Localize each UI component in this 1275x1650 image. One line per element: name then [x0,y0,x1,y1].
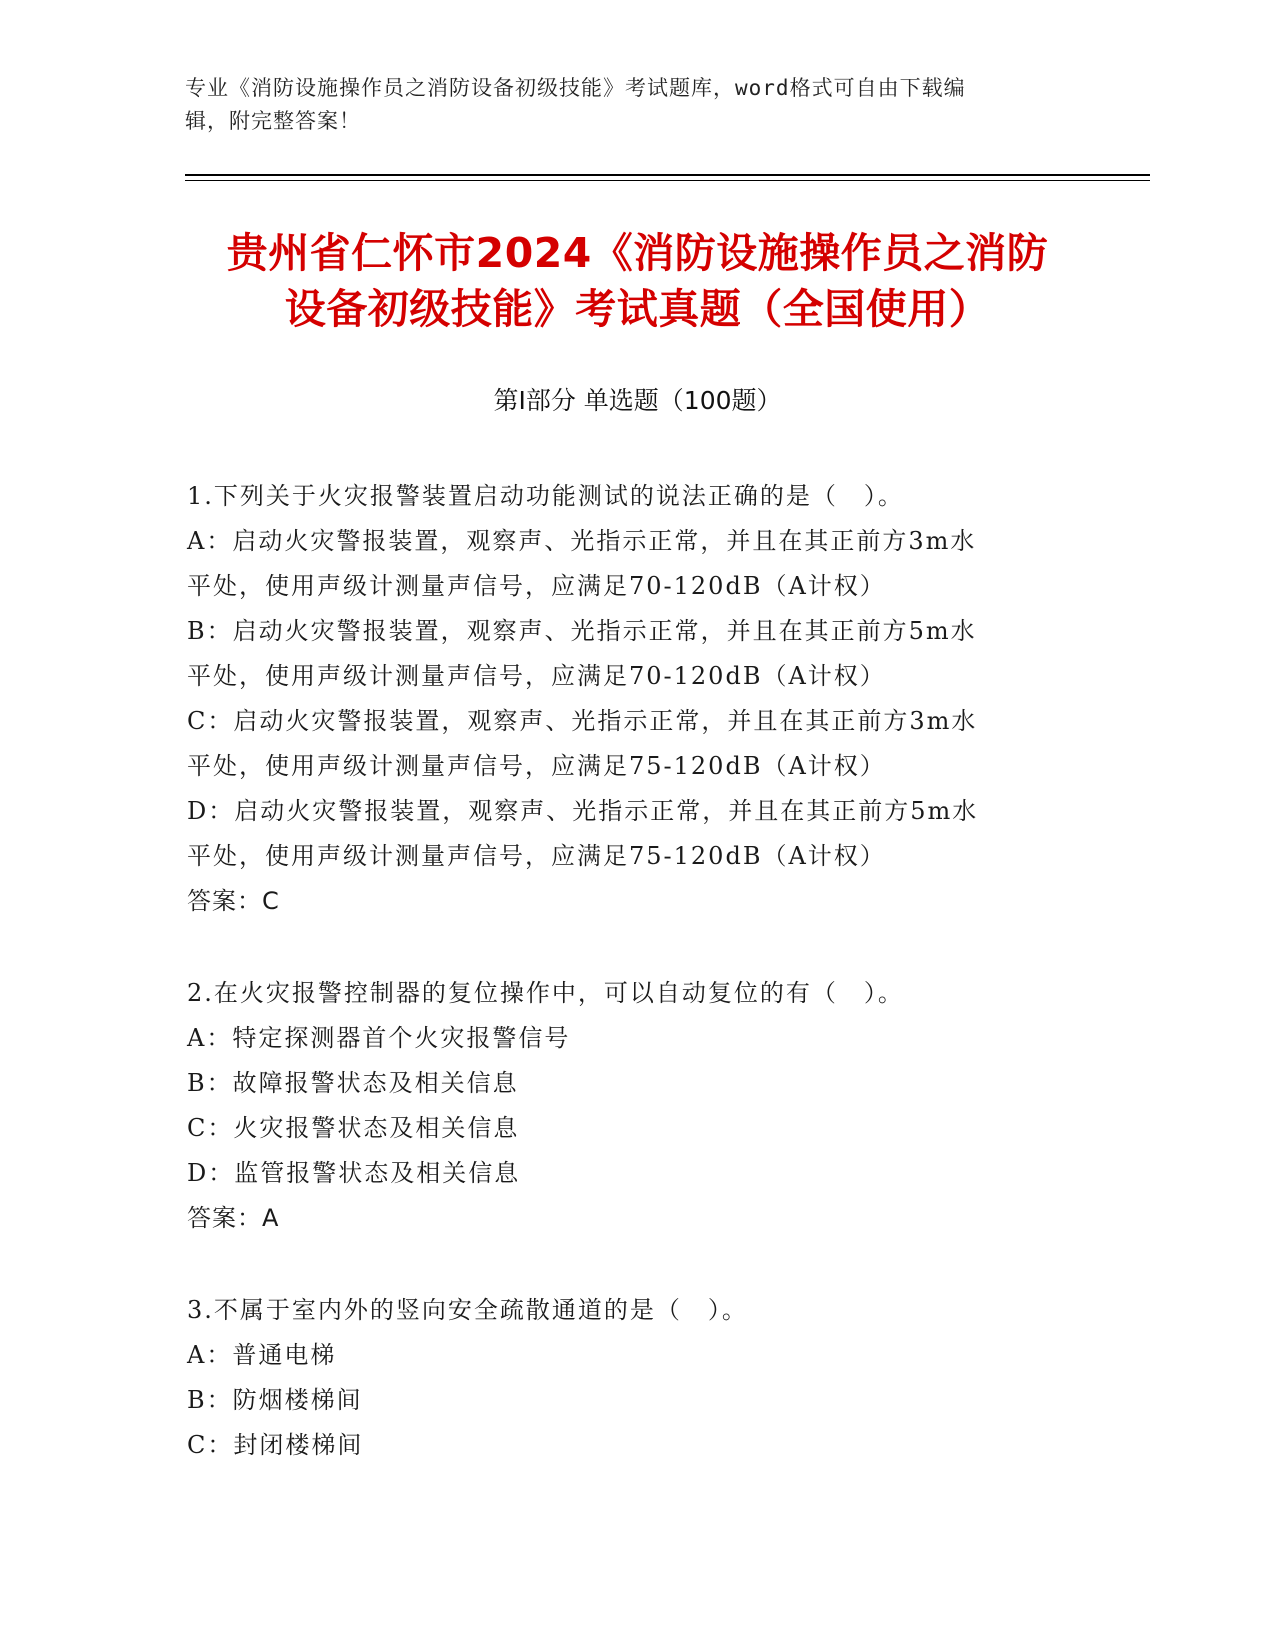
document-title-line-2: 设备初级技能》考试真题（全国使用） [284,285,991,333]
section-heading: 第Ⅰ部分 单选题（100题） [493,386,782,415]
answer-line: 答案：C [187,887,280,915]
option-line: B：防烟楼梯间 [187,1386,363,1414]
option-line: D：监管报警状态及相关信息 [187,1159,521,1187]
question-stem: 3.不属于室内外的竖向安全疏散通道的是（ ）。 [187,1296,748,1324]
option-line: A：普通电梯 [187,1341,337,1369]
question-block [187,971,1067,1241]
option-line: 平处，使用声级计测量声信号，应满足70-120dB（A计权） [187,662,886,690]
option-line: D：启动火灾警报装置，观察声、光指示正常，并且在其正前方5m水 [187,797,979,825]
option-line: B：启动火灾警报装置，观察声、光指示正常，并且在其正前方5m水 [187,617,977,645]
question-stem: 1.下列关于火灾报警装置启动功能测试的说法正确的是（ ）。 [187,482,904,510]
question-block [187,474,1067,924]
question-list [187,474,1067,1515]
question-block [187,1288,1067,1468]
option-line: 平处，使用声级计测量声信号，应满足70-120dB（A计权） [187,572,886,600]
option-line: A：启动火灾警报装置，观察声、光指示正常，并且在其正前方3m水 [187,527,977,555]
question-stem: 2.在火灾报警控制器的复位操作中，可以自动复位的有（ ）。 [187,979,904,1007]
option-line: A：特定探测器首个火灾报警信号 [187,1024,571,1052]
answer-line: 答案：A [187,1204,280,1232]
document-title [160,225,1115,337]
header-note-line-2: 辑，附完整答案！ [185,109,361,133]
header-divider-thin [185,180,1150,181]
option-line: C：火灾报警状态及相关信息 [187,1114,520,1142]
header-divider-thick [185,174,1150,176]
option-line: 平处，使用声级计测量声信号，应满足75-120dB（A计权） [187,752,886,780]
option-line: C：封闭楼梯间 [187,1431,364,1459]
option-line: C：启动火灾警报装置，观察声、光指示正常，并且在其正前方3m水 [187,707,978,735]
header-note-line-1: 专业《消防设施操作员之消防设备初级技能》考试题库，word格式可自由下载编 [185,76,966,100]
option-line: B：故障报警状态及相关信息 [187,1069,519,1097]
option-line: 平处，使用声级计测量声信号，应满足75-120dB（A计权） [187,842,886,870]
document-title-line-1: 贵州省仁怀市2024《消防设施操作员之消防 [226,229,1049,277]
header-note [185,72,1065,138]
